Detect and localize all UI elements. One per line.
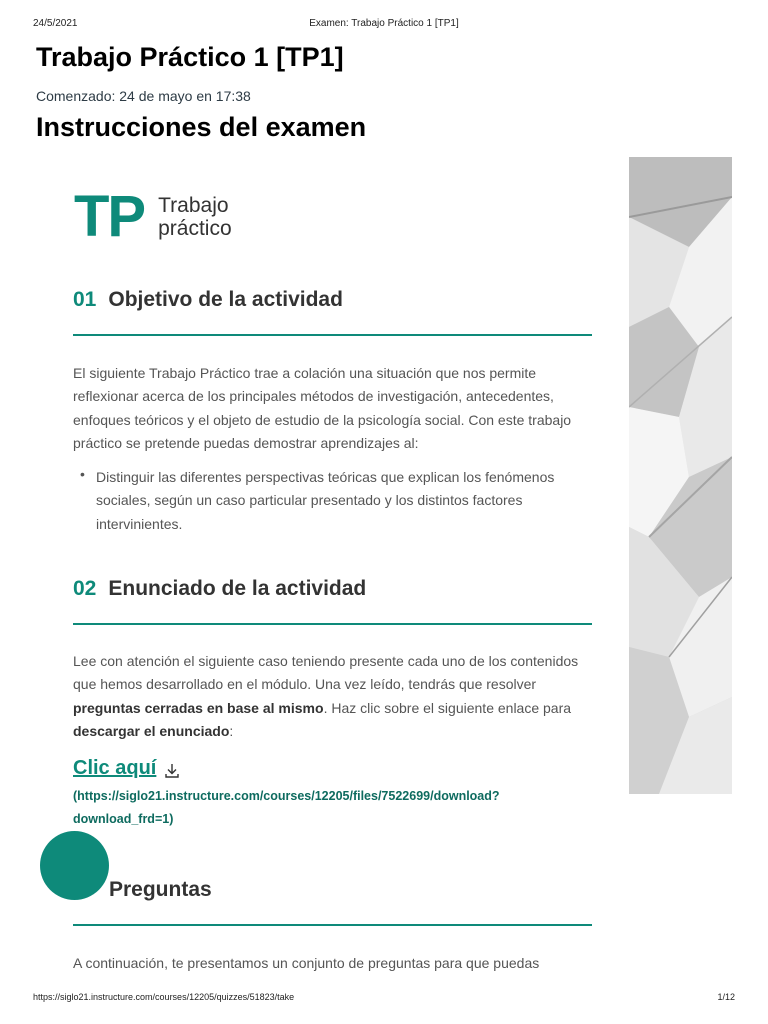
download-url-line: (https://siglo21.instructure.com/courses/12205/files/7522699/download? <box>73 789 500 803</box>
section-title: Enunciado de la actividad <box>108 577 367 600</box>
statement-bold-download: descargar el enunciado <box>73 722 230 739</box>
questions-intro: A continuación, te presentamos un conjunto de preguntas para que puedas <box>73 955 540 971</box>
objective-bullet: Distinguir las diferentes perspectivas teóricas que explican los fenómenos sociales, según un caso particular presentado y los distintos factores intervinientes. <box>96 469 555 532</box>
tp-logo-words <box>158 194 232 240</box>
decorative-side-image <box>629 157 732 794</box>
download-url-line: download_frd=1) <box>73 812 174 826</box>
print-page-title: Examen: Trabajo Práctico 1 [TP1] <box>309 18 459 29</box>
statement-text: . Haz clic sobre el siguiente enlace para <box>323 699 572 716</box>
print-url: https://siglo21.instructure.com/courses/12205/quizzes/51823/take <box>33 992 295 1002</box>
statement-text: Lee con atención el siguiente caso teniendo presente cada uno de los contenidos que hemos desarrollado en el módulo. Una vez leído, tendrás que resolver <box>73 653 579 693</box>
section-divider <box>73 623 592 625</box>
tp-logo <box>74 184 232 249</box>
download-link[interactable]: Clic aquí <box>73 757 157 779</box>
download-icon[interactable] <box>163 762 181 785</box>
download-url[interactable] <box>73 785 593 831</box>
section-divider <box>73 924 592 926</box>
print-date: 24/5/2021 <box>33 18 78 29</box>
statement-bold-closed-questions: preguntas cerradas en base al mismo <box>73 699 324 716</box>
bullet-marker: • <box>80 466 85 482</box>
instructions-heading: Instrucciones del examen <box>36 112 367 142</box>
section-title: Preguntas <box>109 878 212 901</box>
section-divider <box>73 334 592 336</box>
section-title: Objetivo de la actividad <box>108 288 343 311</box>
section-heading-statement <box>73 577 366 601</box>
statement-paragraph <box>73 650 595 743</box>
print-page-number: 1/12 <box>717 992 735 1002</box>
quiz-title: Trabajo Práctico 1 [TP1] <box>36 42 344 72</box>
tp-logo-mark: TP <box>74 184 145 249</box>
floating-action-button[interactable] <box>40 831 109 900</box>
section-number: 01 <box>73 288 97 311</box>
tp-logo-word-1: Trabajo <box>158 194 229 217</box>
section-number: 02 <box>73 577 97 600</box>
statement-text: : <box>229 722 234 739</box>
tp-logo-word-2: práctico <box>158 217 232 240</box>
objective-paragraph: El siguiente Trabajo Práctico trae a colación una situación que nos permite reflexionar acerca de los principales métodos de investigación, antecedentes, enfoques teóricos y el objeto de estudio de la psicología social. Con este trabajo práctico se pretende puedas demostrar aprendizajes al: <box>73 365 572 451</box>
started-timestamp: Comenzado: 24 de mayo en 17:38 <box>36 88 251 104</box>
section-heading-objective <box>73 288 343 312</box>
